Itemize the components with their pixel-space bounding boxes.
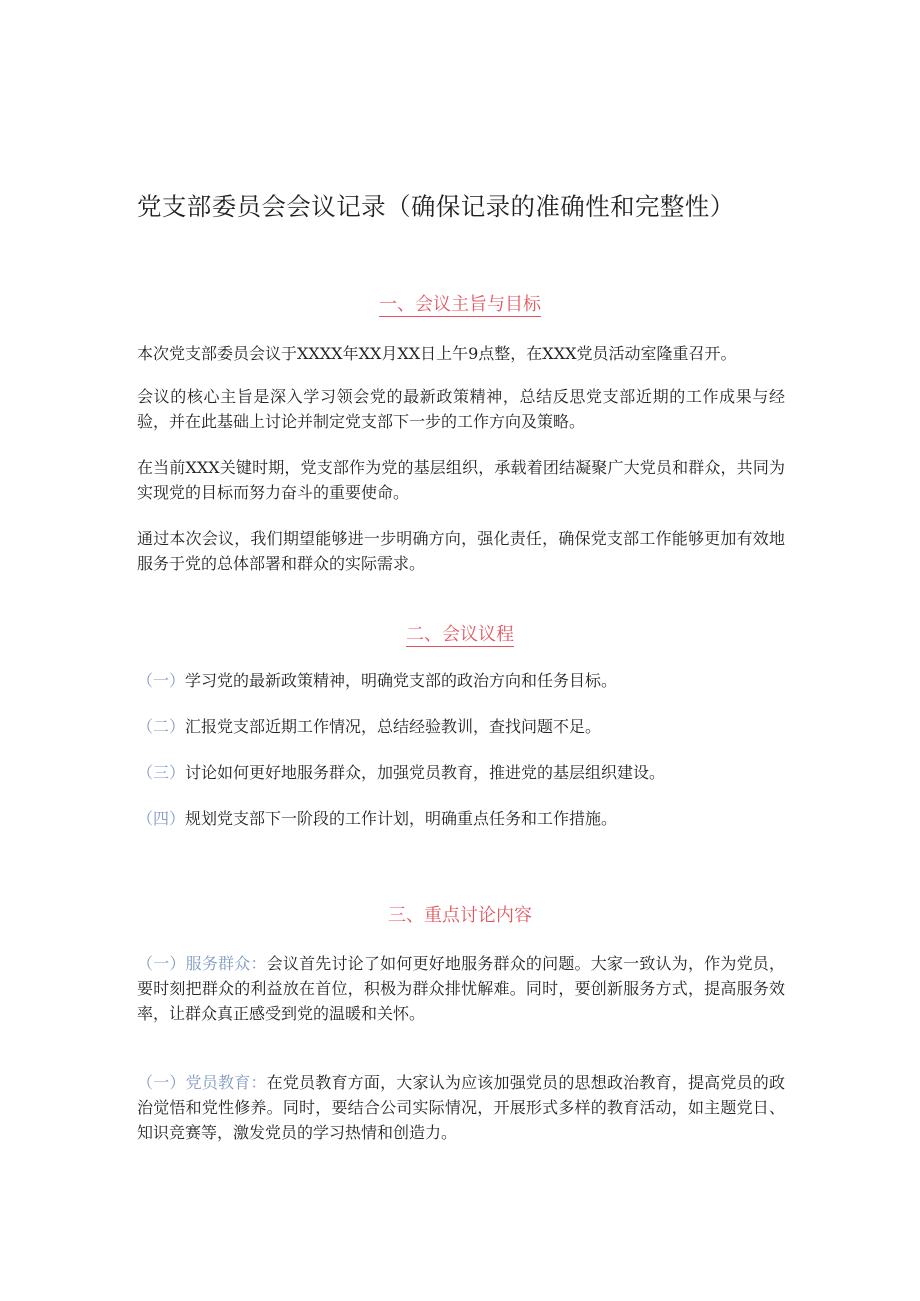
discussion-item-keyword: 服务群众： <box>185 954 267 973</box>
discussion-item-marker: （一） <box>137 1073 186 1092</box>
section-heading-purpose-text: 一、会议主旨与目标 <box>379 294 541 315</box>
agenda-item-text: 讨论如何更好地服务群众，加强党员教育，推进党的基层组织建设。 <box>185 763 666 782</box>
section-heading-purpose <box>137 292 783 318</box>
discussion-item-member-education <box>137 1070 785 1145</box>
paragraph-meeting-purpose: 会议的核心主旨是深入学习领会党的最新政策精神，总结反思党支部近期的工作成果与经验，并在此基础上讨论并制定党支部下一步的工作方向及策略。 <box>137 387 785 431</box>
agenda-item-text: 学习党的最新政策精神，明确党支部的政治方向和任务目标。 <box>185 671 618 690</box>
agenda-item-marker: （一） <box>137 671 186 690</box>
agenda-item-marker: （二） <box>137 717 186 736</box>
paragraph-mission: 在当前XXX关键时期，党支部作为党的基层组织，承载着团结凝聚广大党员和群众，共同为实现党的目标而努力奋斗的重要使命。 <box>137 458 785 502</box>
agenda-item <box>137 760 785 785</box>
agenda-item-text: 规划党支部下一阶段的工作计划，明确重点任务和工作措施。 <box>185 809 618 828</box>
agenda-item-text: 汇报党支部近期工作情况，总结经验教训，查找问题不足。 <box>185 717 602 736</box>
discussion-item-keyword: 党员教育： <box>185 1073 267 1092</box>
discussion-item-text: 会议首先讨论了如何更好地服务群众的问题。大家一致认为，作为党员，要时刻把群众的利益放在首位，积极为群众排忧解难。同时，要创新服务方式，提高服务效率，让群众真正感受到党的温暖和关怀。 <box>137 954 785 1023</box>
agenda-item <box>137 668 785 693</box>
agenda-item-marker: （三） <box>137 763 186 782</box>
discussion-item-marker: （一） <box>137 954 186 973</box>
section-heading-discussion-text: 三、重点讨论内容 <box>388 905 532 926</box>
discussion-item-text: 在党员教育方面，大家认为应该加强党员的思想政治教育，提高党员的政治觉悟和党性修养。同时，要结合公司实际情况，开展形式多样的教育活动，如主题党日、知识竞赛等，激发党员的学习热情和创造力。 <box>137 1073 785 1142</box>
section-heading-agenda-text: 二、会议议程 <box>406 624 514 645</box>
paragraph-expectation: 通过本次会议，我们期望能够进一步明确方向，强化责任，确保党支部工作能够更加有效地服务于党的总体部署和群众的实际需求。 <box>137 529 785 573</box>
agenda-item <box>137 806 785 831</box>
paragraph-meeting-time: 本次党支部委员会议于XXXX年XX月XX日上午9点整，在XXX党员活动室隆重召开。 <box>137 344 737 363</box>
section-heading-agenda <box>137 622 783 648</box>
agenda-item-marker: （四） <box>137 809 186 828</box>
section-heading-discussion <box>137 903 783 929</box>
agenda-item <box>137 714 785 739</box>
document-title: 党支部委员会会议记录（确保记录的准确性和完整性） <box>137 192 735 221</box>
discussion-item-serve-masses <box>137 951 785 1026</box>
